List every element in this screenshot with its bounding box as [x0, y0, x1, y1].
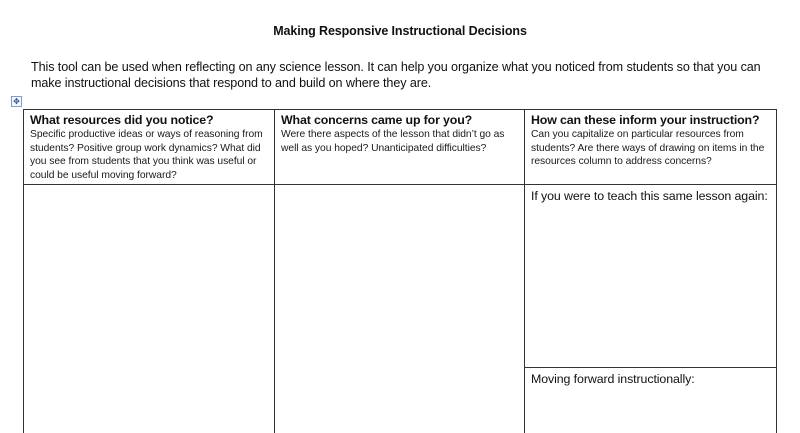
table-header-row: [24, 110, 777, 185]
moving-forward-prompt: Moving forward instructionally:: [531, 372, 695, 386]
table-move-handle-icon[interactable]: ✥: [11, 96, 22, 107]
column-description-instruction: Can you capitalize on particular resources from students? Are there ways of drawing on items in the resources column to address concerns?: [531, 129, 765, 167]
moving-forward-section[interactable]: [525, 368, 776, 433]
teach-again-section[interactable]: [525, 185, 776, 368]
table-body-row: [24, 185, 777, 433]
resources-entry-cell[interactable]: [24, 185, 275, 433]
header-cell-instruction[interactable]: [525, 110, 777, 185]
column-title-resources: What resources did you notice?: [30, 113, 214, 127]
instruction-entry-cell: [525, 185, 777, 433]
document-title: Making Responsive Instructional Decisions: [273, 24, 527, 38]
concerns-writing-area[interactable]: [275, 185, 524, 433]
column-title-instruction: How can these inform your instruction?: [531, 113, 760, 127]
intro-paragraph: This tool can be used when reflecting on any science lesson. It can help you organize what you noticed from students so that you can make instructional decisions that respond to and build on where they are.: [31, 60, 761, 90]
header-cell-concerns[interactable]: [275, 110, 525, 185]
teach-again-prompt: If you were to teach this same lesson again:: [531, 189, 768, 203]
resources-writing-area[interactable]: [24, 185, 274, 433]
column-title-concerns: What concerns came up for you?: [281, 113, 473, 127]
header-cell-resources[interactable]: [24, 110, 275, 185]
reflection-table: [23, 109, 777, 433]
concerns-entry-cell[interactable]: [275, 185, 525, 433]
column-description-resources: Specific productive ideas or ways of reasoning from students? Positive group work dynamics? What did you see from students that you think was useful or could be useful moving forward?: [30, 129, 263, 181]
column-description-concerns: Were there aspects of the lesson that didn’t go as well as you hoped? Unanticipated difficulties?: [281, 129, 505, 154]
